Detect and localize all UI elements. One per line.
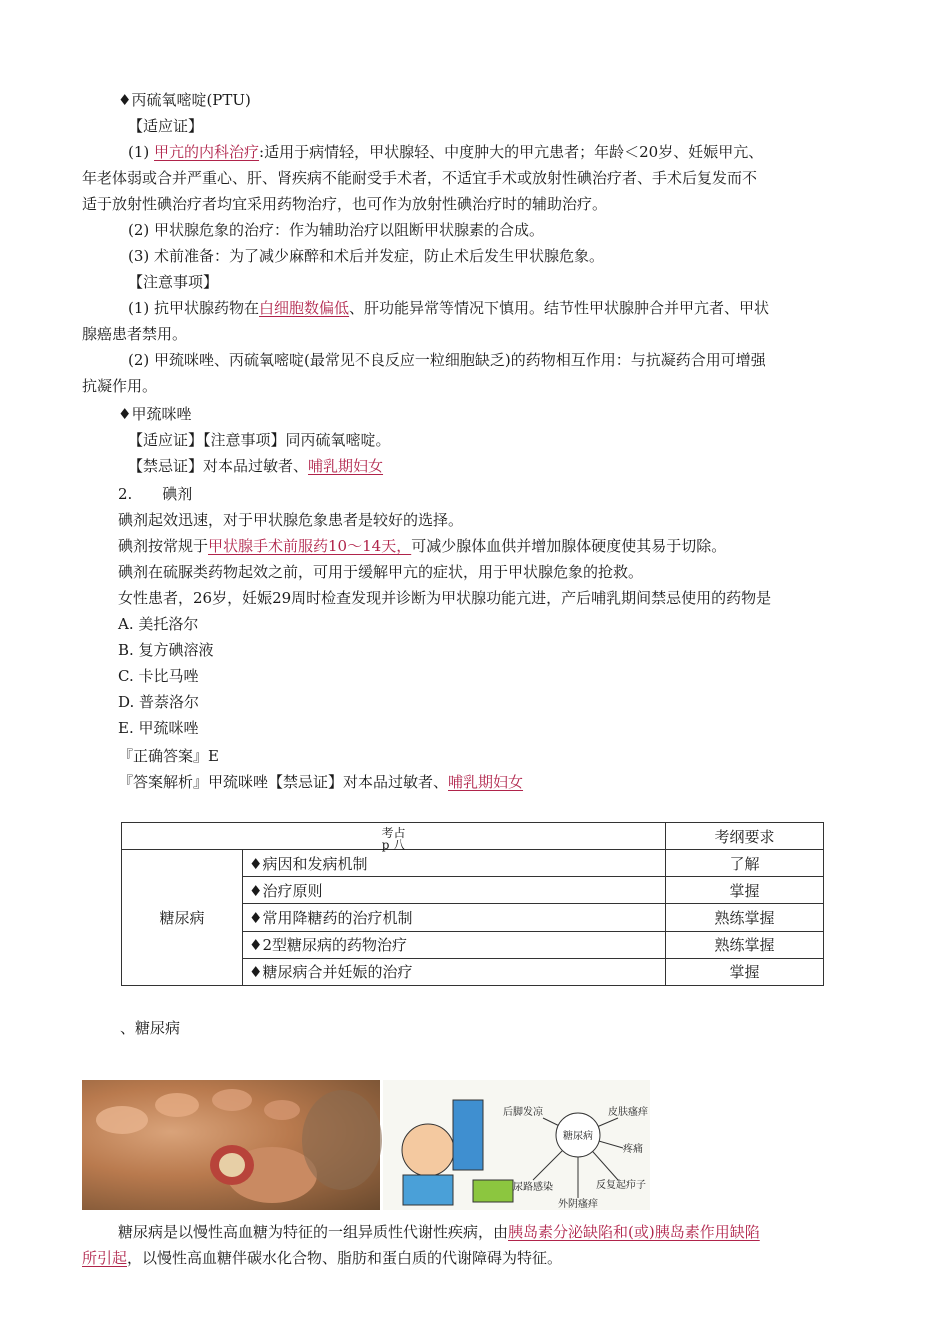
foot-illustration [82, 1080, 380, 1210]
precaution-2: (2) 甲巯咪唑、丙硫氧嘧啶(最常见不良反应一粒细胞缺乏)的药物相互作用：与抗凝药合用可增强 [128, 351, 766, 369]
precaution-2-cont: 抗凝作用。 [82, 377, 158, 395]
question-stem: 女性患者，26岁，妊娠29周时检查发现并诊断为甲状腺功能亢进，产后哺乳期间禁忌使用的药物是 [118, 589, 772, 607]
req-cell: 熟练掌握 [666, 931, 824, 958]
highlight-term: 甲亢的内科治疗 [154, 143, 260, 161]
option-a: A. 美托洛尔 [118, 615, 199, 633]
precaution-1-cont: 腺癌患者禁用。 [82, 325, 188, 343]
indication-1 [128, 142, 763, 162]
drug-heading-methimazole: ♦甲巯咪唑 [118, 405, 192, 423]
header-kaodian [122, 823, 666, 850]
option-d: D. 普萘洛尔 [118, 693, 200, 711]
cartoon-label: 疼痛 [623, 1144, 643, 1155]
highlight-term: 哺乳期妇女 [308, 457, 384, 475]
req-cell: 掌握 [666, 877, 824, 904]
cartoon-label: 外阴瘙痒 [558, 1199, 598, 1210]
indication-1-text: :适用于病情轻，甲状腺轻、中度肿大的甲亢患者；年龄＜20岁、妊娠甲亢、 [259, 143, 764, 161]
section-precautions: 【注意事项】 [128, 273, 219, 291]
header-req: 考纲要求 [666, 823, 824, 850]
highlight-term: 甲状腺手术前服药10～14天， [208, 537, 412, 555]
item-cell: ♦糖尿病合并妊娠的治疗 [243, 958, 666, 985]
cartoon-center-label: 糖尿病 [563, 1131, 593, 1142]
item-cell: ♦治疗原则 [243, 877, 666, 904]
item-cell: ♦2型糖尿病的药物治疗 [243, 931, 666, 958]
indication-2: (2) 甲状腺危象的治疗：作为辅助治疗以阻断甲状腺素的合成。 [128, 221, 545, 239]
highlight-term: 哺乳期妇女 [448, 773, 524, 791]
header-kaodian-cut: p 八 [381, 837, 406, 852]
cartoon-label: 皮肤瘙痒 [608, 1107, 648, 1118]
diabetes-symptoms-cartoon [383, 1080, 650, 1210]
indication-1-cont: 年老体弱或合并严重心、肝、肾疾病不能耐受手术者，不适宜手术或放射性碘治疗者、手术后复发而不 [82, 169, 758, 187]
answer-explanation [118, 772, 523, 792]
item-cell: ♦常用降糖药的治疗机制 [243, 904, 666, 931]
highlight-term: 所引起 [82, 1249, 128, 1267]
table-header-row [122, 823, 824, 850]
item-num: (1) [128, 143, 150, 161]
definition-para-line1 [118, 1222, 760, 1242]
precaution-1 [128, 298, 769, 318]
iodine-text-2 [118, 536, 726, 556]
precaution-1-text-b: 、肝功能异常等情况下慎用。结节性甲状腺肿合并甲亢者、甲状 [349, 299, 770, 317]
definition-para-line2 [82, 1248, 562, 1268]
highlight-term: 白细胞数偏低 [259, 299, 350, 317]
section-iodine: 2. 碘剂 [118, 485, 193, 503]
cartoon-label: 后脚发凉 [503, 1107, 543, 1118]
precaution-1-text: (1) 抗甲状腺药物在 [128, 299, 260, 317]
option-e: E. 甲巯咪唑 [118, 719, 199, 737]
header-kaodian-text: 考占 [381, 825, 406, 840]
diabetic-foot-photo [82, 1080, 380, 1210]
section-title-diabetes: 、糖尿病 [120, 1019, 181, 1037]
highlight-term: 胰岛素分泌缺陷和(或)胰岛素作用缺陷 [508, 1223, 760, 1241]
cartoon-label: 尿路感染 [513, 1182, 553, 1193]
correct-answer: 『正确答案』E [118, 747, 219, 765]
explanation-text: 『答案解析』甲巯咪唑【禁忌证】对本品过敏者、 [118, 773, 449, 791]
category-cell: 糖尿病 [122, 850, 243, 986]
iodine-text-2c: 可减少腺体血供并增加腺体硬度使其易于切除。 [411, 537, 727, 555]
indication-1-cont2: 适于放射性碘治疗者均宜采用药物治疗，也可作为放射性碘治疗时的辅助治疗。 [82, 195, 608, 213]
symptoms-diagram [383, 1080, 650, 1210]
req-cell: 熟练掌握 [666, 904, 824, 931]
table-row [122, 850, 824, 877]
option-c: C. 卡比马唑 [118, 667, 199, 685]
section-indications: 【适应证】 [128, 117, 204, 135]
req-cell: 了解 [666, 850, 824, 877]
methimazole-indications: 【适应证】【注意事项】同丙硫氧嘧啶。 [128, 431, 391, 449]
iodine-text-1: 碘剂起效迅速，对于甲状腺危象患者是较好的选择。 [118, 511, 464, 529]
iodine-text-2a: 碘剂按常规于 [118, 537, 209, 555]
definition-text-b: ，以慢性高血糖伴碳水化合物、脂肪和蛋白质的代谢障碍为特征。 [127, 1249, 563, 1267]
item-cell: ♦病因和发病机制 [243, 850, 666, 877]
cartoon-label: 反复起疖子 [596, 1180, 646, 1191]
exam-points-table [121, 822, 824, 986]
drug-heading-ptu: ♦丙硫氧嘧啶(PTU) [118, 91, 251, 109]
option-b: B. 复方碘溶液 [118, 641, 214, 659]
req-cell: 掌握 [666, 958, 824, 985]
methimazole-contra [128, 456, 383, 476]
definition-text: 糖尿病是以慢性高血糖为特征的一组异质性代谢性疾病，由 [118, 1223, 509, 1241]
iodine-text-3: 碘剂在硫脲类药物起效之前，可用于缓解甲亢的症状，用于甲状腺危象的抢救。 [118, 563, 644, 581]
contra-text: 【禁忌证】对本品过敏者、 [128, 457, 309, 475]
indication-3: (3) 术前准备：为了减少麻醉和术后并发症，防止术后发生甲状腺危象。 [128, 247, 605, 265]
